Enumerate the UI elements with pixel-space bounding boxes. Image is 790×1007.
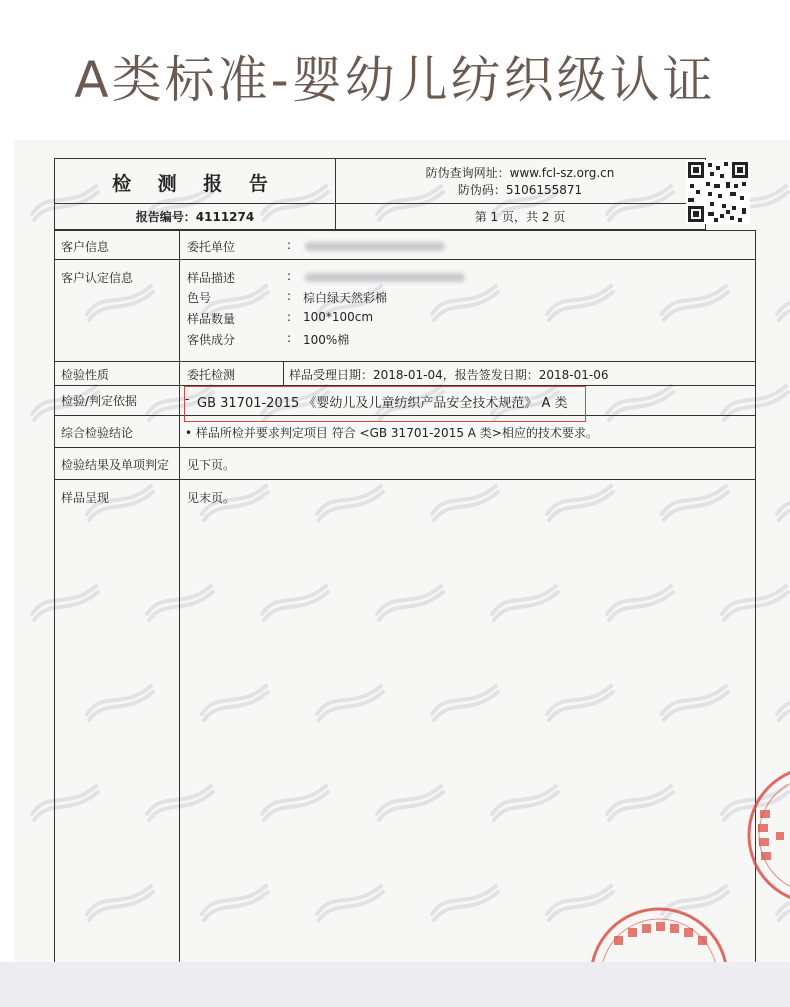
row-client-confirm: 客户认定信息 样品描述 : 色号 : 棕白绿天然彩棉 样品数量 : 100*100cm 客供成分 : 100%棉 [55,259,755,362]
color-value: 棕白绿天然彩棉 [303,291,388,305]
dates-value: 样品受理日期：2018-01-04，报告签发日期：2018-01-06 [289,368,609,382]
verification-info [345,165,695,199]
watermark-swoosh [769,480,790,524]
basis-label: 检验/判定依据 [61,394,138,408]
blurred-sample-desc [305,273,465,282]
row-client-info: 客户信息 委托单位 : [55,231,755,260]
quantity-value: 100*100cm [303,310,374,324]
blurred-client-name [305,242,445,251]
row-appearance [55,479,755,962]
official-seal-right-icon [742,760,790,910]
nature-value: 委托检测 [187,368,236,382]
quantity-label: 样品数量 [187,312,236,326]
report-title: 检 测 报 告 [112,173,278,195]
row-nature [55,361,755,386]
client-confirm-label: 客户认定信息 [61,271,134,285]
nature-label: 检验性质 [61,368,110,382]
commissioner-label: 委托单位 [187,240,236,254]
official-seal-bottom-icon [584,902,734,962]
row-result [55,447,755,480]
report-scan [14,140,790,962]
conclusion-label: 综合检验结论 [61,426,134,440]
result-label: 检验结果及单项判定 [61,458,170,472]
sample-desc-label: 样品描述 [187,271,236,285]
color-label: 色号 [187,291,212,305]
appearance-value: 见末页。 [187,491,236,505]
report-header [54,158,706,230]
appearance-label: 样品呈现 [61,491,110,505]
conclusion-value: • 样品所检并要求判定项目 符合 <GB 31701-2015 A 类>相应的技术要求。 [185,426,598,440]
verify-code: 防伪码：5106155871 [457,183,583,197]
bottom-band [0,962,790,1007]
result-value: 见下页。 [187,458,236,472]
row-basis: 检验/判定依据 - GB 31701-2015 《婴幼儿及儿童纺织产品安全技术规范》 A 类 [55,385,755,416]
composition-value: 100%棉 [303,333,350,347]
page-info: 第 1 页，共 2 页 [474,210,566,224]
client-info-label: 客户信息 [61,240,110,254]
verify-url: 防伪查询网址：www.fcl-sz.org.cn [425,166,615,180]
standard-highlight-box [184,386,586,422]
composition-label: 客供成分 [187,333,236,347]
report-table [54,230,756,962]
basis-value: GB 31701-2015 《婴幼儿及儿童纺织产品安全技术规范》 A 类 [197,396,568,411]
watermark-swoosh [769,680,790,724]
report-number: 报告编号：4111274 [135,210,255,224]
watermark-swoosh [769,280,790,324]
page-headline: A类标准-婴幼儿纺织级认证 [74,51,716,109]
qr-code-icon [686,160,750,224]
